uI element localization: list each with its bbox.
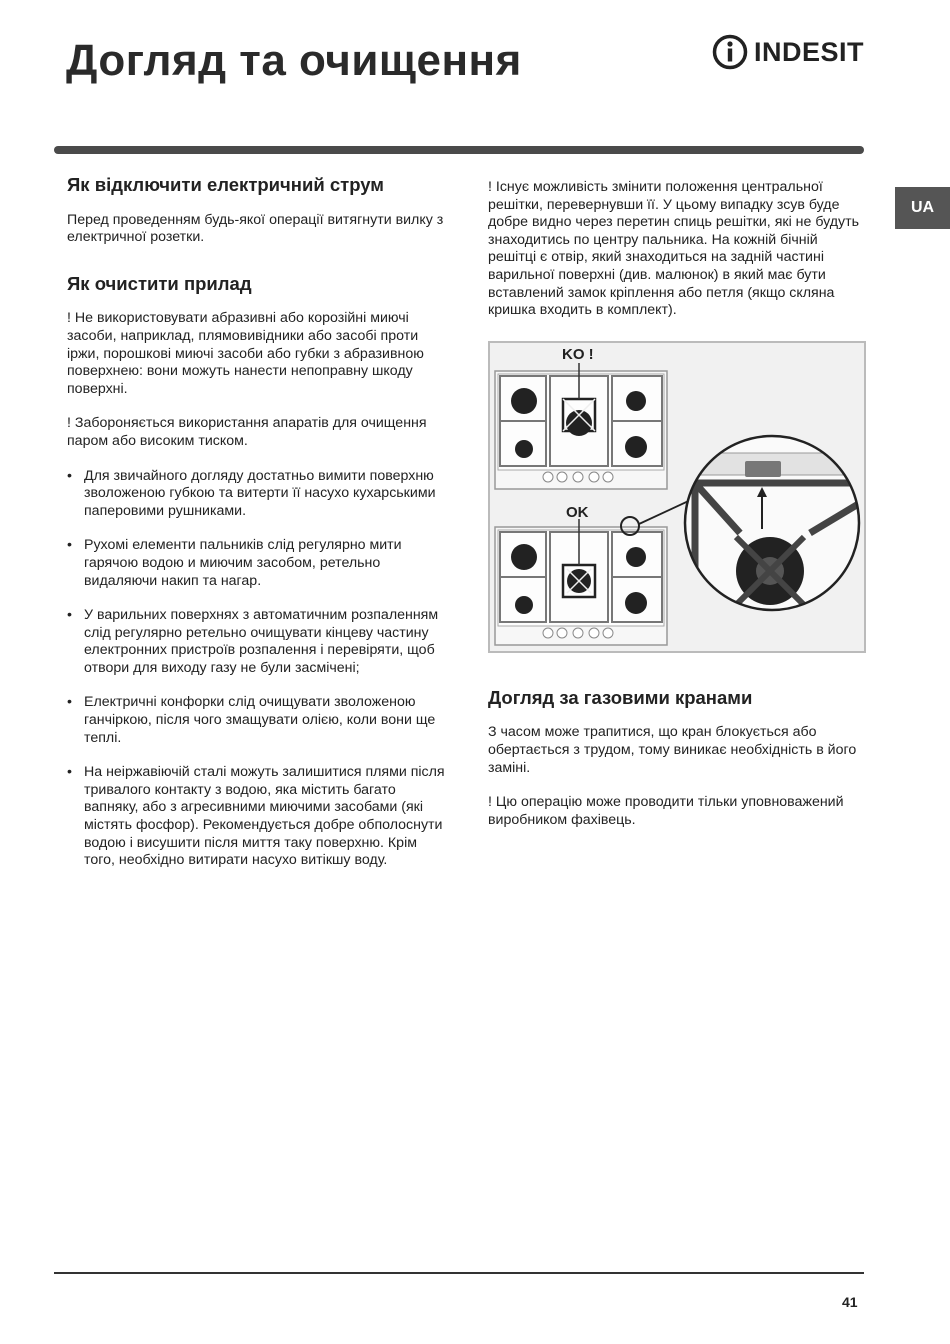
hob-grid-figure — [488, 341, 866, 653]
label-ko: KO ! — [562, 345, 594, 363]
gas-valve-warning: ! Цю операцію може проводити тільки уповноважений виробником фахівець. — [488, 794, 844, 828]
list-item: • У варильних поверхнях з автоматичним розпаленням слід регулярно ретельно очищувати кінцеву частину електронних пристроїв розпалення і перевіряти, щоб отвори для виходу газу не були засмічені; — [67, 607, 447, 677]
list-item: • Рухомі елементи пальників слід регулярно мити гарячою водою и миючим засобом, ретельно видаляючи накип та нагар. — [67, 537, 447, 590]
language-tab: UA — [895, 187, 950, 229]
list-item: • Для звичайного догляду достатньо вимити поверхню зволоженою губкою та витерти її насухо кухарськими паперовими рушниками. — [67, 468, 447, 521]
label-ok: OK — [566, 503, 589, 521]
power-instructions: Перед проведенням будь-якої операції витягнути вилку з електричної розетки. — [67, 211, 444, 246]
list-item: • Електричні конфорки слід очищувати зволоженою ганчіркою, після чого змащувати олією, коли вони ще теплі. — [67, 694, 447, 747]
grid-position-note: ! Існує можливість змінити положення центральної решітки, перевернувши її. У цьому випадку зсув буде добре видно через перетин спиць решітки, які не будуть знаходитись по центру пальника. На кожній бічній решітці є отвір, який знаходиться на задній частині варильної поверхні (див. малюнок) в який має бути вставлений замок кріплення або петля (якщо скляна кришка входить в комплект). — [488, 179, 860, 319]
brand-name: INDESIT — [754, 36, 865, 67]
indesit-logo-icon — [712, 34, 748, 70]
cleaning-warning-steam: ! Забороняється використання апаратів для очищення паром або високим тиском. — [67, 415, 427, 449]
page-title: Догляд та очищення — [66, 36, 522, 85]
section-heading-cleaning: Як очистити прилад — [67, 272, 252, 294]
cleaning-warning-abrasives: ! Не використовувати абразивні або корозійні миючі засоби, наприклад, плямовивідники або засобі проти іржи, порошкові миючі засоби або губки з абразивною поверхнею: вони можуть нанести непоправну шкоду поверхні. — [67, 310, 424, 397]
header-divider — [54, 146, 864, 154]
brand-logo — [712, 34, 864, 70]
hob-ko-illustration — [495, 363, 667, 489]
section-heading-gas-valves: Догляд за газовими кранами — [488, 686, 753, 708]
hob-ok-illustration — [495, 498, 695, 645]
page-number: 41 — [842, 1294, 858, 1310]
gas-valve-note: З часом може трапитися, що кран блокується або обертається з трудом, тому виникає необхідність в його заміні. — [488, 724, 857, 776]
section-heading-power: Як відключити електричний струм — [67, 174, 384, 195]
cleaning-tips-list — [67, 468, 447, 870]
right-column — [488, 179, 866, 829]
footer-divider — [54, 1272, 864, 1274]
zoom-detail-illustration — [680, 436, 864, 633]
left-column — [67, 176, 447, 887]
list-item: • На неіржавіючій сталі можуть залишитися плями після тривалого контакту з водою, яка містить багато вапняку, або з агресивними миючими засобами (які містять фосфор). Рекомендується добре обполоснути водою і висушити після миття таку поверхню. Крім того, необхідно витирати насухо витікшу воду. — [67, 764, 447, 870]
